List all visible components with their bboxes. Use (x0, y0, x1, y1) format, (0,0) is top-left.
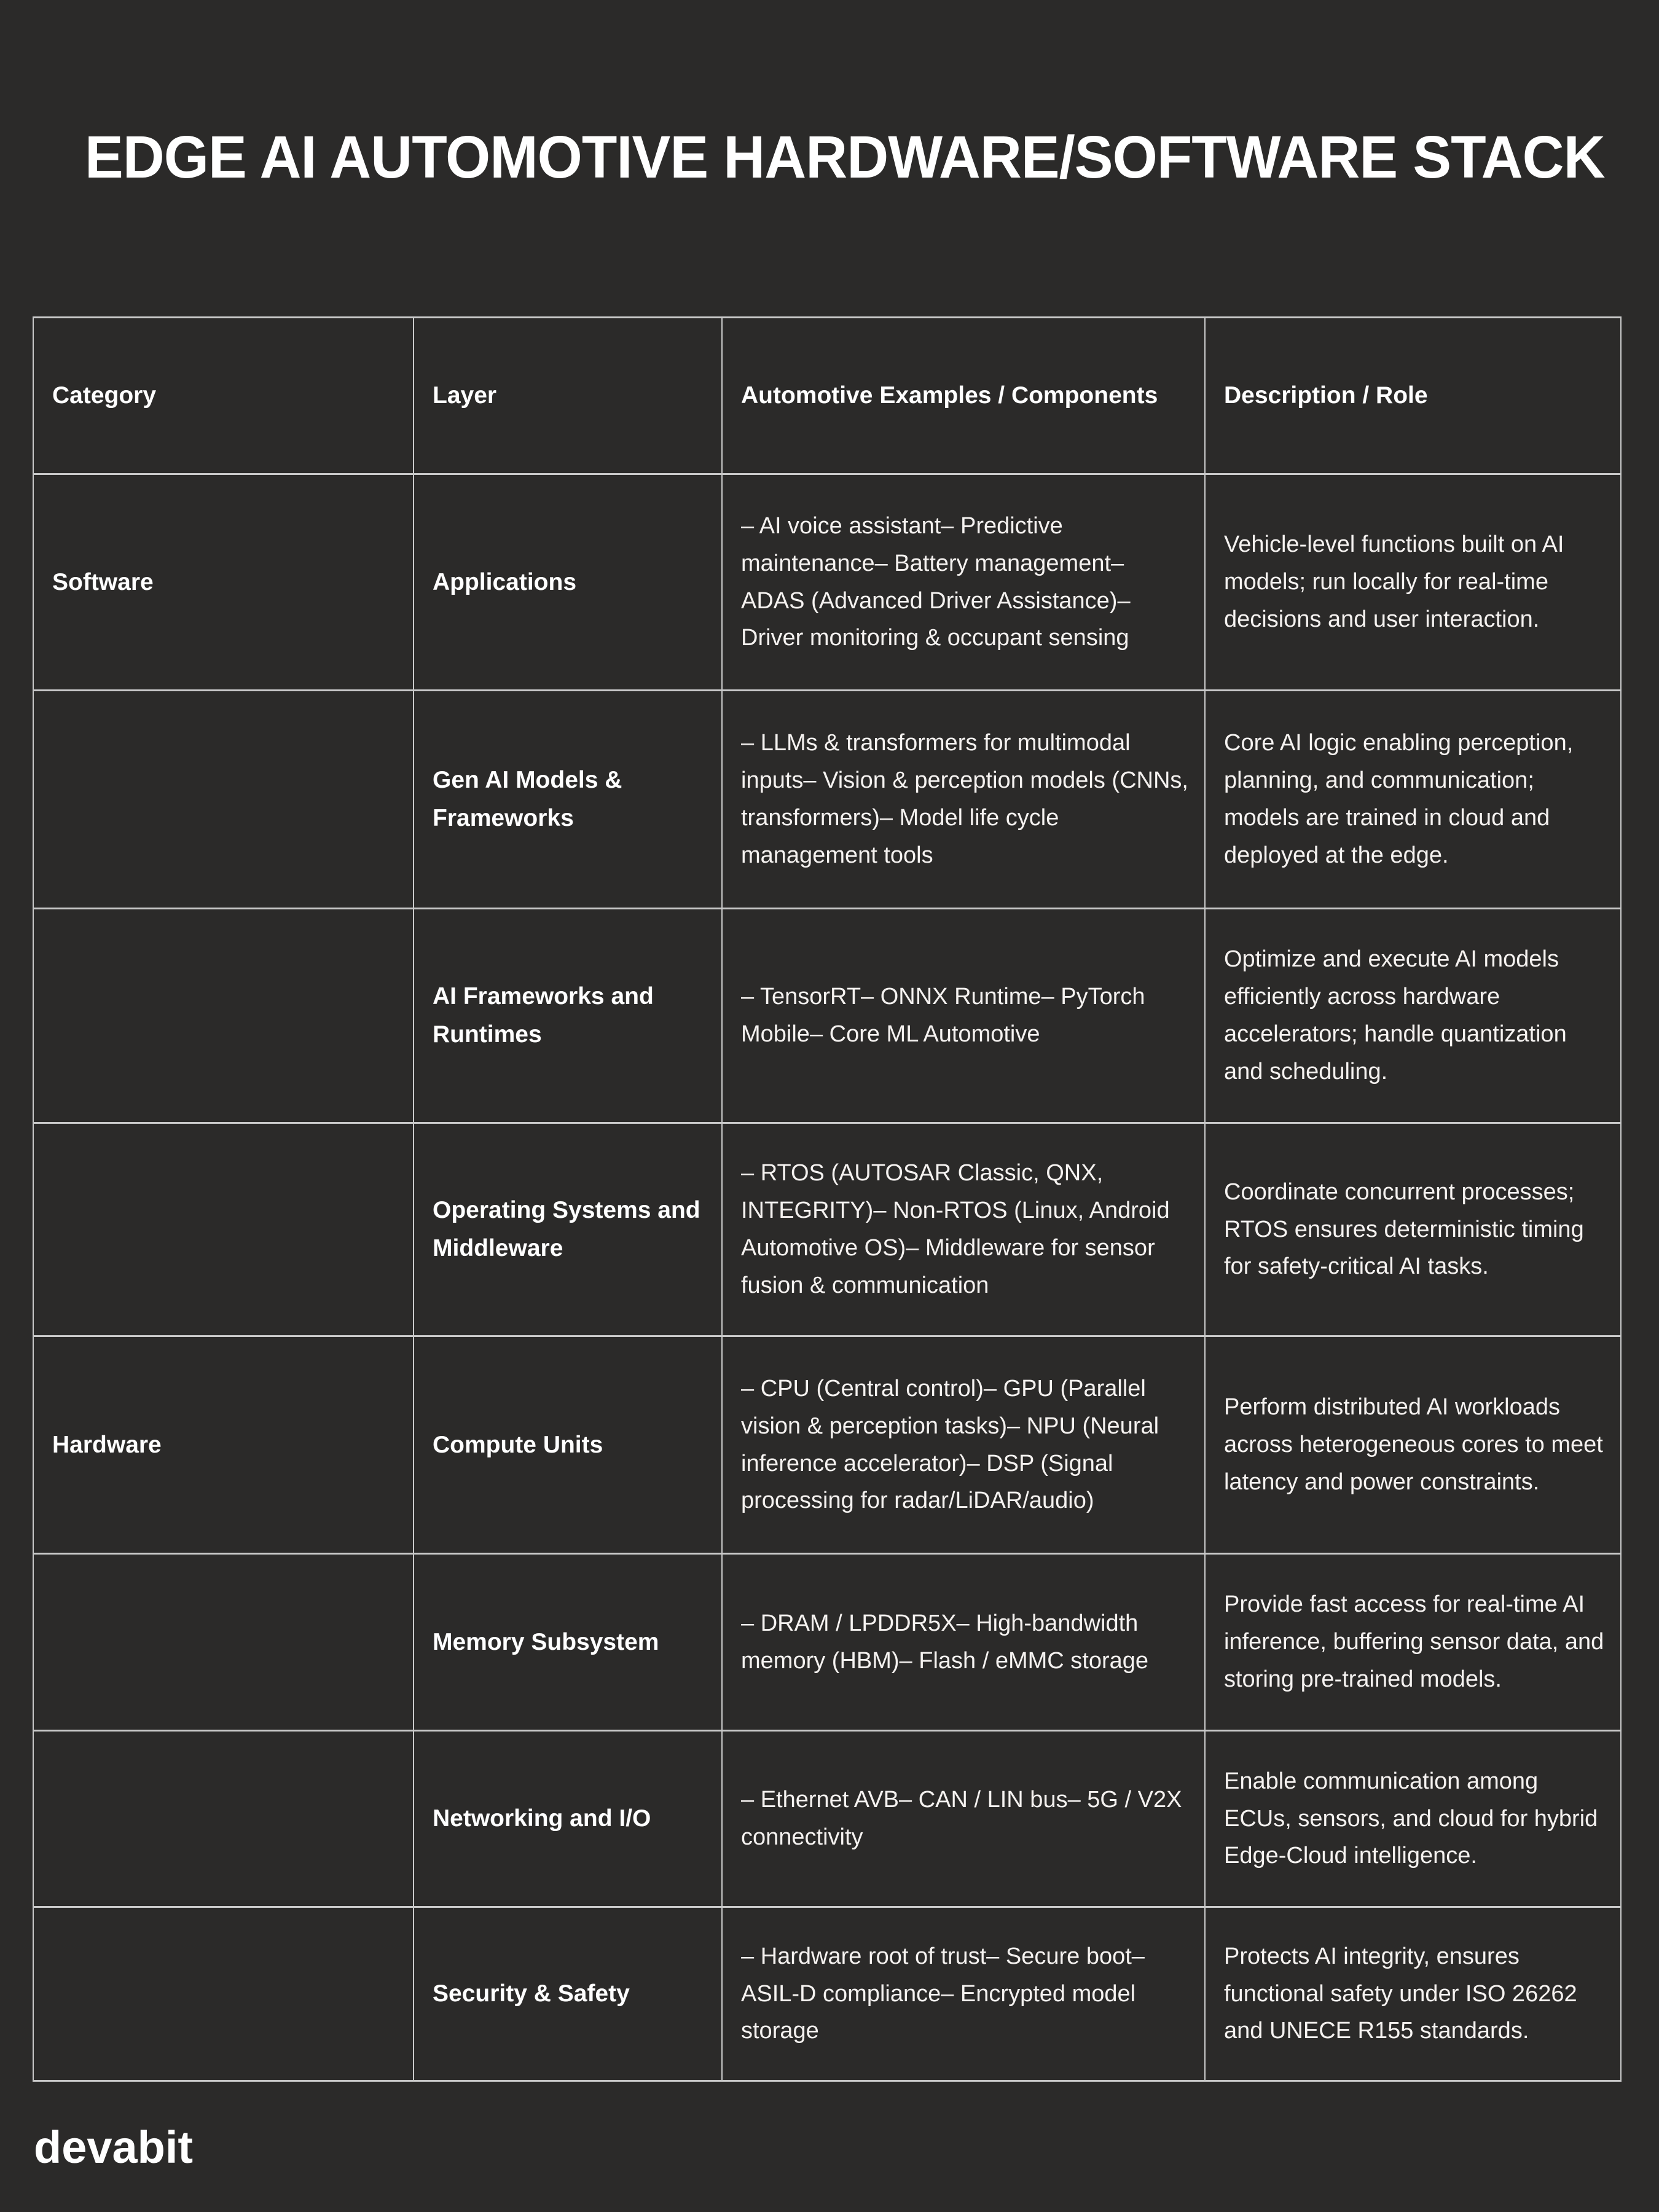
page-title: EDGE AI AUTOMOTIVE HARDWARE/SOFTWARE STACK (85, 124, 1605, 190)
layer-cell: Applications (414, 474, 722, 691)
description-cell: Core AI logic enabling perception, planning, and communication; models are trained in cloud and deployed at the edge. (1205, 691, 1621, 909)
description-cell: Vehicle-level functions built on AI models; run locally for real-time decisions and user interaction. (1205, 474, 1621, 691)
layer-cell: AI Frameworks and Runtimes (414, 909, 722, 1123)
table-row (33, 1731, 1621, 1907)
table-header-row (33, 318, 1621, 474)
examples-cell: – TensorRT– ONNX Runtime– PyTorch Mobile– Core ML Automotive (722, 909, 1205, 1123)
table-row (33, 691, 1621, 909)
table-row (33, 1336, 1621, 1554)
layer-cell: Compute Units (414, 1336, 722, 1554)
category-cell (33, 691, 414, 909)
description-cell: Enable communication among ECUs, sensors, and cloud for hybrid Edge-Cloud intelligence. (1205, 1731, 1621, 1907)
layer-cell: Networking and I/O (414, 1731, 722, 1907)
layer-cell: Gen AI Models & Frameworks (414, 691, 722, 909)
table-row (33, 1123, 1621, 1336)
devabit-logo: devabit (34, 2122, 194, 2173)
header-category: Category (33, 318, 414, 474)
description-cell: Coordinate concurrent processes; RTOS ensures deterministic timing for safety-critical AI tasks. (1205, 1123, 1621, 1336)
examples-cell: – RTOS (AUTOSAR Classic, QNX, INTEGRITY)– Non-RTOS (Linux, Android Automotive OS)– Middleware for sensor fusion & communication (722, 1123, 1205, 1336)
layer-cell: Memory Subsystem (414, 1554, 722, 1731)
table-row (33, 474, 1621, 691)
examples-cell: – Ethernet AVB– CAN / LIN bus– 5G / V2X connectivity (722, 1731, 1205, 1907)
header-layer: Layer (414, 318, 722, 474)
category-cell: Hardware (33, 1336, 414, 1554)
examples-cell: – DRAM / LPDDR5X– High-bandwidth memory (HBM)– Flash / eMMC storage (722, 1554, 1205, 1731)
category-cell (33, 1731, 414, 1907)
examples-cell: – Hardware root of trust– Secure boot– ASIL-D compliance– Encrypted model storage (722, 1907, 1205, 2081)
table-row (33, 1907, 1621, 2081)
category-cell (33, 909, 414, 1123)
examples-cell: – AI voice assistant– Predictive maintenance– Battery management– ADAS (Advanced Driver Assistance)– Driver monitoring & occupant sensing (722, 474, 1205, 691)
category-cell (33, 1123, 414, 1336)
header-description: Description / Role (1205, 318, 1621, 474)
description-cell: Provide fast access for real-time AI inference, buffering sensor data, and storing pre-trained models. (1205, 1554, 1621, 1731)
table-row (33, 909, 1621, 1123)
examples-cell: – CPU (Central control)– GPU (Parallel vision & perception tasks)– NPU (Neural inference accelerator)– DSP (Signal processing for radar/LiDAR/audio) (722, 1336, 1205, 1554)
category-cell (33, 1907, 414, 2081)
header-examples: Automotive Examples / Components (722, 318, 1205, 474)
description-cell: Optimize and execute AI models efficiently across hardware accelerators; handle quantization and scheduling. (1205, 909, 1621, 1123)
layer-cell: Operating Systems and Middleware (414, 1123, 722, 1336)
stack-table (33, 316, 1622, 2082)
description-cell: Perform distributed AI workloads across heterogeneous cores to meet latency and power constraints. (1205, 1336, 1621, 1554)
examples-cell: – LLMs & transformers for multimodal inputs– Vision & perception models (CNNs, transformers)– Model life cycle management tools (722, 691, 1205, 909)
table-row (33, 1554, 1621, 1731)
category-cell (33, 1554, 414, 1731)
category-cell: Software (33, 474, 414, 691)
layer-cell: Security & Safety (414, 1907, 722, 2081)
description-cell: Protects AI integrity, ensures functional safety under ISO 26262 and UNECE R155 standards. (1205, 1907, 1621, 2081)
